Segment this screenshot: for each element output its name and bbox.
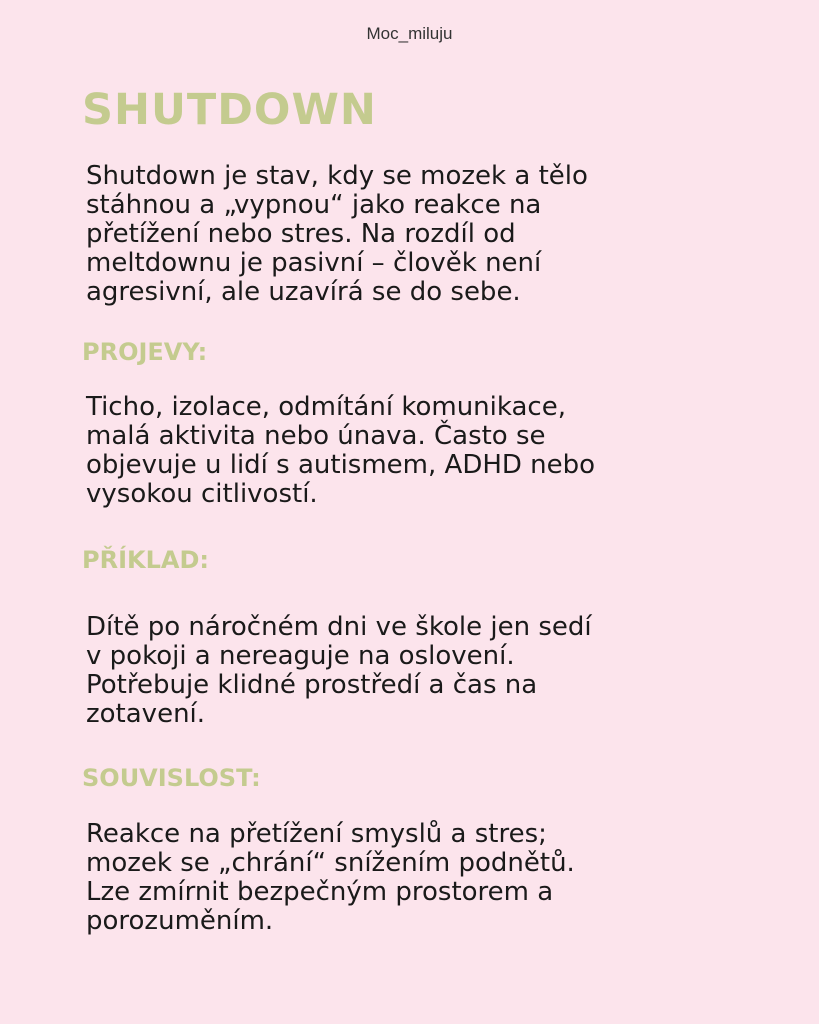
paragraph-line: Potřebuje klidné prostředí a čas na — [86, 670, 538, 700]
paragraph-line: objevuje u lidí s autismem, ADHD nebo — [86, 450, 596, 480]
section-heading-souvislost: SOUVISLOST: — [82, 764, 261, 792]
paragraph-line: Lze zmírnit bezpečným prostorem a — [86, 877, 554, 907]
intro-line: meltdownu je pasivní – člověk není — [86, 248, 542, 278]
paragraph-line: Ticho, izolace, odmítání komunikace, — [86, 392, 566, 422]
section-paragraph-priklad — [86, 613, 736, 729]
paragraph-line: zotavení. — [86, 699, 206, 729]
intro-line: agresivní, ale uzavírá se do sebe. — [86, 277, 521, 307]
section-paragraph-souvislost — [86, 820, 736, 936]
section-heading-priklad: PŘÍKLAD: — [82, 546, 209, 574]
paragraph-line: malá aktivita nebo únava. Často se — [86, 421, 546, 451]
paragraph-line: mozek se „chrání“ snížením podnětů. — [86, 848, 575, 878]
intro-line: stáhnou a „vypnou“ jako reakce na — [86, 190, 542, 220]
paragraph-line: porozuměním. — [86, 906, 274, 936]
intro-paragraph — [86, 162, 736, 307]
account-handle: Moc_miluju — [366, 24, 453, 43]
paragraph-line: Dítě po náročném dni ve škole jen sedí — [86, 612, 592, 642]
section-heading-projevy: PROJEVY: — [82, 338, 208, 366]
paragraph-line: v pokoji a nereaguje na oslovení. — [86, 641, 515, 671]
paragraph-line: Reakce na přetížení smyslů a stres; — [86, 819, 547, 849]
paragraph-line: vysokou citlivostí. — [86, 479, 318, 509]
intro-line: Shutdown je stav, kdy se mozek a tělo — [86, 161, 588, 191]
section-paragraph-projevy — [86, 393, 736, 509]
intro-line: přetížení nebo stres. Na rozdíl od — [86, 219, 516, 249]
page-title: SHUTDOWN — [82, 85, 377, 135]
